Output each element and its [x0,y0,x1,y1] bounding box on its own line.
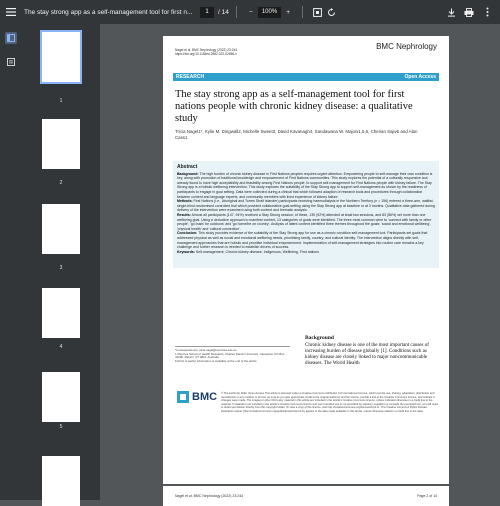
thumbnails-view-icon[interactable] [7,34,15,42]
thumbnail-page-number: 1 [59,98,63,104]
footnotes [175,346,290,363]
toolbar-divider [302,6,303,18]
abstract-label: Conclusion: [177,231,198,236]
pdf-page-2 [163,486,449,506]
abstract-label: Background: [177,171,199,176]
zoom-level-input[interactable]: 100% [258,7,281,18]
rotate-icon[interactable] [324,5,338,19]
abstract-label: Results: [177,212,191,217]
open-access-label: Open Access [404,74,436,80]
abstract-results: Almost all participants (147, 94%) received a Stay Strong session; of these, 135 (92%) attended at least two sessions, and 83 (56%) set more than one wellbeing goal. Using a deductive approach to manifest content, 13 categories of goals were identified. The three most common were to 'connect with family or other people', 'go bush/ be outdoors' and 'go home/be on country'. Analysis of latent content identified three themes throughout the goals: 'social and emotional wellbeing', 'physical health' and 'cultural connection'. [177,212,432,231]
paper-title: The stay strong app as a self-management tool for first nations people with chronic kidney disease: a qualitative study [175,89,413,124]
toolbar-divider [236,6,237,18]
journal-name: BMC Nephrology [376,42,437,51]
bmc-logo [177,391,217,403]
page-thumbnail[interactable] [42,204,80,254]
zoom-in-button[interactable]: + [286,8,291,16]
page-thumbnail[interactable] [42,119,80,169]
abstract-box [173,161,439,268]
fit-page-icon[interactable] [310,5,324,19]
background-heading: Background [305,335,334,341]
more-options-icon[interactable] [480,5,494,19]
section-bar [173,73,439,81]
sidebar-rail [0,24,22,500]
zoom-out-button[interactable]: − [248,8,253,16]
abstract-label: Keywords: [177,249,195,254]
document-title: The stay strong app as a self-management tool for first n... [24,8,193,16]
thumbnail-page-number: 3 [59,265,63,271]
download-icon[interactable] [444,5,458,19]
pdf-page-1 [163,36,449,484]
bmc-logo-text: BMC [192,391,218,403]
page-total: / 14 [218,8,229,16]
citation-line: Nagel et al. BMC Nephrology (2022) 23:244 [175,48,238,52]
section-label: RESEARCH [176,74,205,80]
correspondence: *Correspondence: tricia.nagel@menzies.edu.au [175,348,237,352]
author-list: Tricia Nagel1*, Kylie M. Dingwall2, Michelle Sweet3, David Kavanagh4, Sandawana W. Majoni1,5,6, Cherian Sajiv6 and Alan Cass1 [175,129,418,140]
license-text: © The Author(s) 2022. Open Access This article is licensed under a Creative Commons Attribution 4.0 International License, which permits use, sharing, adaptation, distribution and reproduction in any medium or format, as long as you give appropriate credit to the original author(s) and the source, provide a link to the Creative Commons licence, and indicate if changes were made. The images or other third party material in this article are included in the article's Creative Commons licence, unless indicated otherwise in a credit line to the material. If material is not included in the article's Creative Commons licence and your intended use is not permitted by statutory regulation or exceeds the permitted use, you will need to obtain permission directly from the copyright holder. To view a copy of this licence, visit http://creativecommons.org/licenses/by/4.0/. The Creative Commons Public Domain Dedication waiver (http://creativecommons.org/publicdomain/zero/1.0/) applies to the data made available in this article, unless otherwise stated in a credit line to the data. [221,392,438,413]
page-number-input[interactable]: 1 [200,7,214,18]
thumbnail-panel [22,24,100,500]
thumbnail-page-number: 4 [59,344,63,350]
abstract-background: The high burden of chronic kidney disease in First Nations peoples requires urgent attention. Empowering people to self-manage their own condition is key, along with promotion of traditional knowledge and empowerment of First Nations communities. This study explores the potential of a culturally responsive tool, already found to have high acceptability and feasibility among First Nations people, to support self-management for First Nations people with kidney failure. The Stay Strong app is a holistic wellbeing intervention. This study explores the suitability of the Stay Strong app to support self-management as shown by the readiness of participants to engage in goal setting. Data were collected during a clinical trial which followed adaption of research tools and procedures through collaboration between content and language experts, and community members with lived experience of kidney failure. [177,171,433,199]
page-thumbnail[interactable] [42,456,80,506]
affiliation: 1 Menzies School of Health Research, Charles Darwin University, Casuarina, PO Box 41096, Darwin, NT 0811, Australia [175,351,285,360]
abstract-conclusion: This study provides evidence of the suitability of the Stay Strong app for use as a chronic condition self-management tool. Participants set goals that addressed physical as well as social and emotional wellbeing needs, prioritising family, country, and cultural identity. The intervention aligns directly with self-management approaches that are holistic and prioritise individual empowerment. Implementation of self-management strategies into routine care remains a key challenge and further research is needed to establish drivers of success. [177,231,428,250]
page-thumbnail[interactable] [42,288,80,338]
outline-view-icon[interactable] [7,58,15,66]
page-thumbnail[interactable] [42,372,80,422]
abstract-heading: Abstract [177,164,198,170]
abstract-label: Methods: [177,199,193,204]
print-icon[interactable] [462,5,476,19]
keywords: Self-management, Chronic kidney disease, Indigenous, Wellbeing, First nations [195,249,319,254]
background-text: Chronic kidney disease is one of the most important causes of increasing burden of disease globally [1]. Conditions such as kidney disease are closely linked to major noncommunicable diseases. The World Health [305,343,429,366]
bmc-logo-icon [177,391,189,403]
page-count-label: Page 2 of 14 [417,494,437,498]
doi-link[interactable]: https://doi.org/10.1186/s12882-022-02856-x [175,52,237,56]
pdf-toolbar [0,0,500,24]
citation-line: Nagel et al. BMC Nephrology (2022) 23:244 [175,494,244,498]
author-info-note: Full list of author information is available at the end of the article [175,358,257,363]
page-thumbnail[interactable] [42,32,80,82]
thumbnail-page-number: 2 [59,180,63,186]
thumbnail-page-number: 5 [59,424,63,430]
abstract-methods: First Nations (i.e., Aboriginal and Torres Strait Islander) participants receiving haemodialysis in the Northern Territory (n = 156) entered a three-arm, waitlist, single-blind randomised controlled trial which provided collaborative goal-setting using the Stay Strong app at baseline or at 3 months. Qualitative data gathered during delivery of the intervention were examined using both content and thematic analysis. [177,199,435,213]
menu-icon[interactable] [4,5,18,19]
